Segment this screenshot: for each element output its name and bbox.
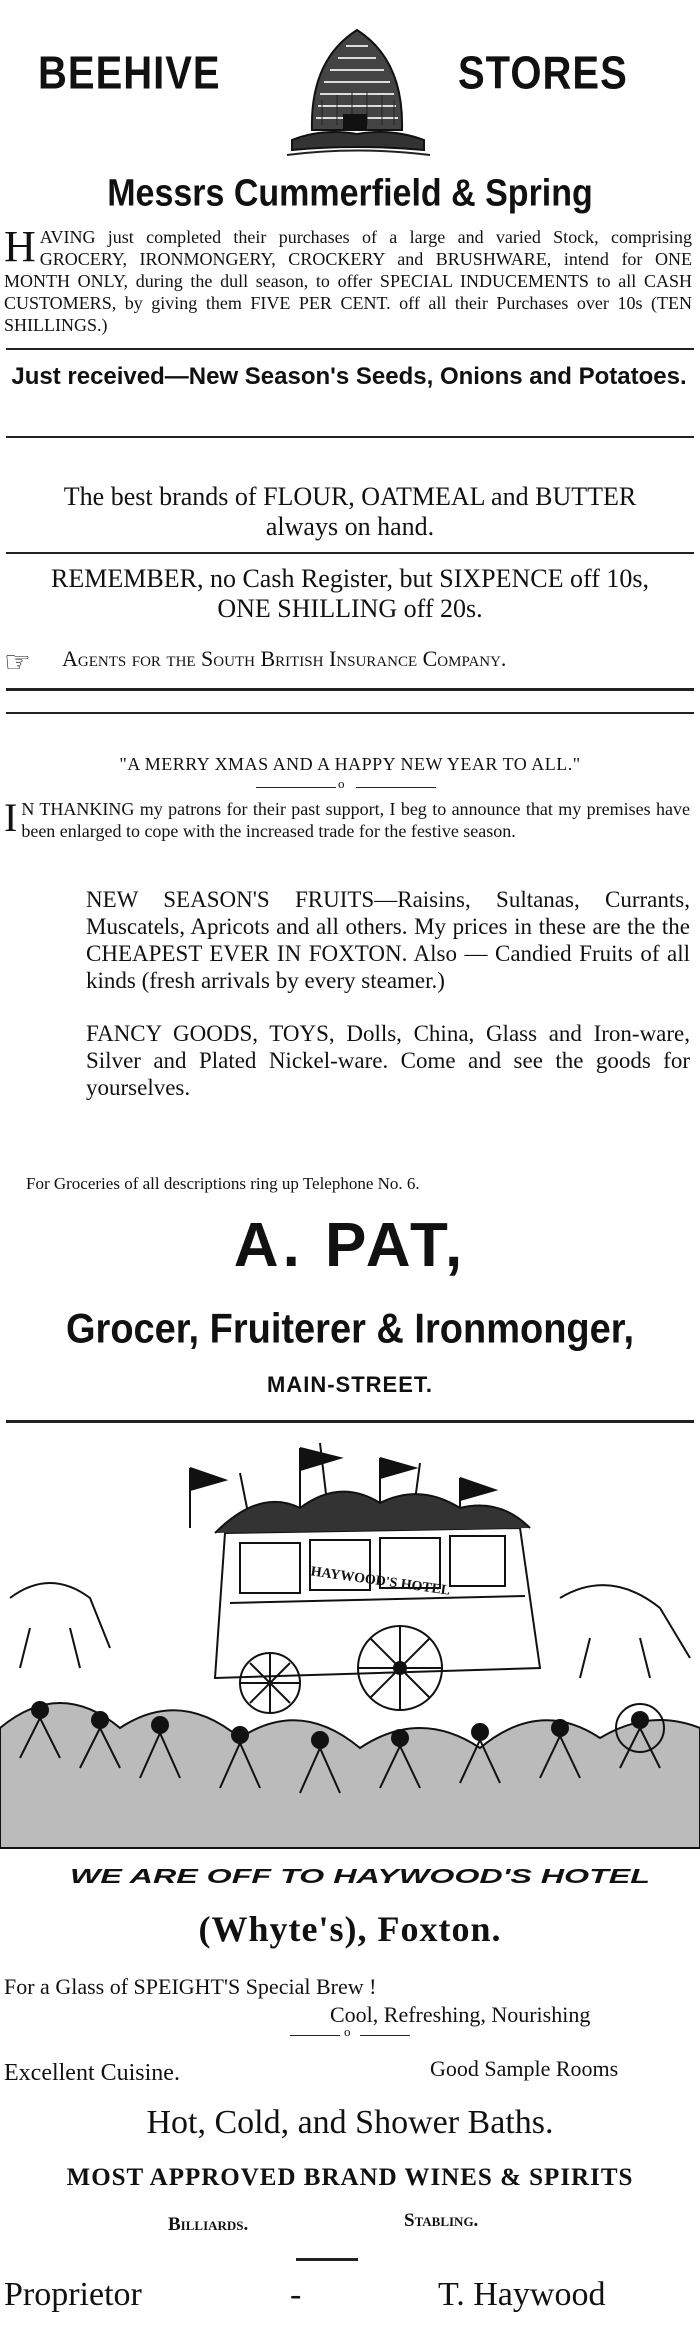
pat-name: A. PAT, — [233, 1211, 467, 1280]
beehive-logo — [282, 0, 432, 160]
beehive-intro-text: AVING just completed their purchases of a large and varied Stock, comprising GROCERY, IRONMONGERY, CROCKERY and BRUSHWARE, intend for ONE MONTH ONLY, during the dull season, to offer SPECIAL INDUCEMENTS to all CASH CUSTOMERS, by giving them FIVE PER CENT. off all their Purchases over 10s (TEN SHILLINGS.) — [4, 227, 692, 335]
divider-rule — [6, 348, 694, 350]
hotel-speights-2: Cool, Refreshing, Nourishing — [330, 2002, 591, 2027]
beehive-title-right: STORES — [458, 48, 628, 99]
hotel-name: (Whyte's), Foxton. — [198, 1909, 502, 1949]
pat-divider: o — [256, 780, 436, 794]
beehive-title-left: BEEHIVE — [38, 48, 221, 99]
pat-telephone: For Groceries of all descriptions ring up Telephone No. 6. — [26, 1174, 420, 1193]
beehive-remember-line1: REMEMBER, no Cash Register, but SIXPENCE off 10s, — [51, 564, 649, 593]
divider-rule — [6, 436, 694, 438]
beehive-brands-line2: always on hand. — [265, 512, 435, 541]
hotel-speights: For a Glass of SPEIGHT'S Special Brew ! — [4, 1974, 377, 1999]
pat-dropcap: I — [4, 795, 18, 840]
pat-intro-text: N THANKING my patrons for their past support, I beg to announce that my premises have been enlarged to cope with the increased trade for the festive season. — [21, 799, 690, 841]
hotel-proprietor-name: T. Haywood — [438, 2276, 606, 2313]
hotel-baths: Hot, Cold, and Shower Baths. — [146, 2104, 554, 2141]
divider-rule — [296, 2258, 358, 2261]
divider-rule — [6, 552, 694, 554]
coach-sign: HAYWOOD'S HOTEL — [309, 1564, 452, 1599]
pat-intro — [4, 795, 690, 842]
pat-street: MAIN-STREET. — [267, 1372, 433, 1397]
divider-rule — [6, 688, 694, 691]
pat-fruits: NEW SEASON'S FRUITS—Raisins, Sultanas, Currants, Muscatels, Apricots and all others. My prices in these are the the CHEAPEST EVER IN FOXTON. Also — Candied Fruits of all kinds (fresh arrivals by every steamer.) — [86, 887, 690, 993]
pat-trade: Grocer, Fruiterer & Ironmonger, — [65, 1306, 635, 1353]
hotel-sample-rooms: Good Sample Rooms — [430, 2056, 619, 2081]
hotel-billiards: Billiards. — [168, 2214, 249, 2235]
hotel-cuisine: Excellent Cuisine. — [4, 2060, 180, 2086]
hotel-illustration — [0, 1428, 700, 1898]
hotel-wines: MOST APPROVED BRAND WINES & SPIRITS — [66, 2164, 634, 2191]
pat-fancy-goods: FANCY GOODS, TOYS, Dolls, China, Glass and Iron-ware, Silver and Plated Nickel-ware. Come and see the goods for yourselves. — [86, 1021, 690, 1100]
hotel-stabling: Stabling. — [404, 2210, 479, 2231]
pat-greeting: "A MERRY XMAS AND A HAPPY NEW YEAR TO ALL." — [119, 754, 581, 774]
hotel-divider: o — [290, 2028, 410, 2042]
beehive-dropcap: H — [4, 222, 36, 271]
pointing-hand-icon: ☞ — [4, 646, 31, 679]
illustration-banner: WE ARE OFF TO HAYWOOD'S HOTEL — [70, 1866, 650, 1888]
hotel-dash: - — [290, 2276, 302, 2313]
beehive-intro — [4, 222, 692, 336]
divider-rule — [6, 1420, 694, 1423]
hotel-proprietor-label: Proprietor — [4, 2276, 142, 2313]
beehive-firm-name: Messrs Cummerfield & Spring — [107, 172, 593, 215]
divider-rule — [6, 712, 694, 714]
beehive-brands-line1: The best brands of FLOUR, OATMEAL and BUTTER — [63, 482, 637, 511]
beehive-remember-line2: ONE SHILLING off 20s. — [217, 594, 483, 623]
beehive-just-received: Just received—New Season's Seeds, Onions and Potatoes. — [11, 363, 687, 390]
beehive-agents: Agents for the South British Insurance Company. — [62, 646, 507, 671]
